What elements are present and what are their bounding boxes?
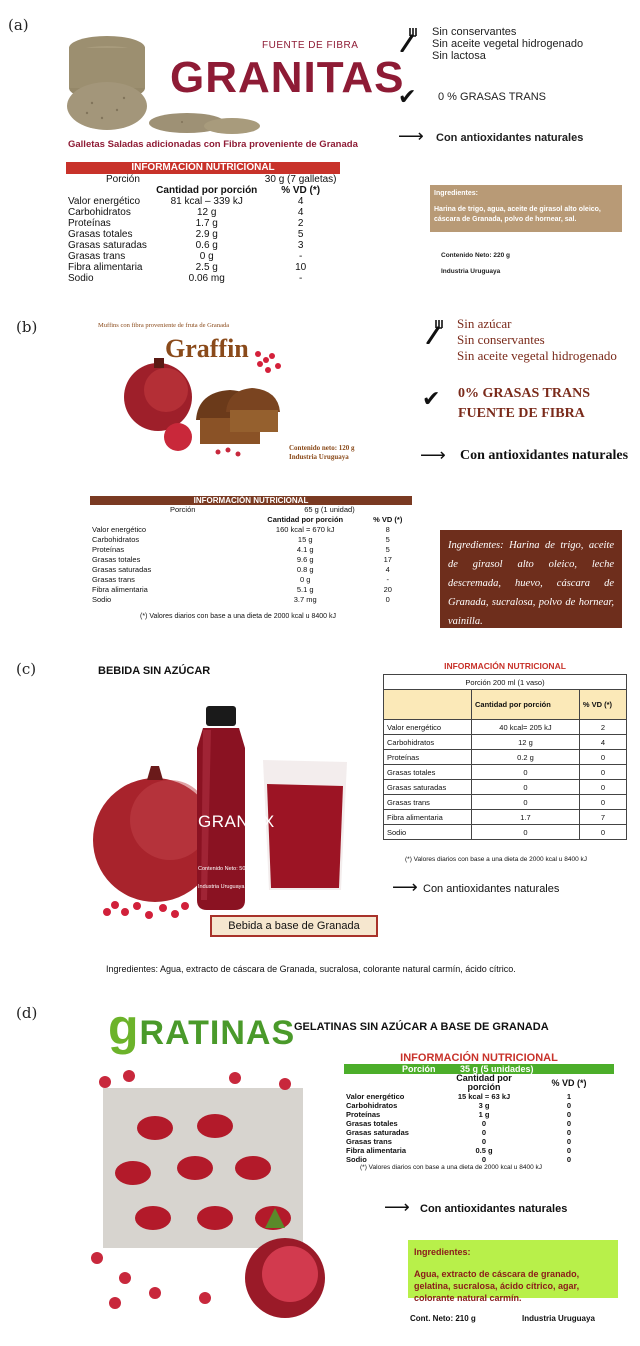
granitas-claims <box>432 26 583 62</box>
table-row: Fibra alimentaria 1.7 7 <box>384 810 627 825</box>
nutrition-title: INFORMACIÓN NUTRICIONAL <box>90 496 412 505</box>
table-row: Grasas totales 9.6 g 17 <box>92 555 392 564</box>
table-row: Fibra alimentaria 0.5 g 0 <box>346 1146 572 1155</box>
table-row: Grasas trans 0 g - <box>68 251 303 262</box>
portion-label: Porción <box>170 505 196 514</box>
table-row: Proteínas 1 g 0 <box>346 1110 572 1119</box>
claim-item: Sin conservantes <box>457 332 545 347</box>
ingredients-text: Harina de trigo, agua, aceite de girasol alto oleico, cáscara de Granada, polvo de hornear, sal. <box>434 206 601 223</box>
nutrition-title: INFORMACIÓN NUTRICIONAL <box>400 1052 558 1064</box>
table-row: Sodio 0.06 mg - <box>68 273 303 284</box>
granitas-brand: GRANITAS <box>170 53 405 102</box>
table-row: Grasas totales 0 0 <box>384 765 627 780</box>
table-row: Sodio 0 0 <box>384 825 627 840</box>
table-row: Carbohidratos 12 g 4 <box>68 207 304 218</box>
net-content-b: Contenido neto: 120 g <box>289 444 355 452</box>
ingredients-box-a <box>430 185 622 232</box>
industry-b: Industria Uruguaya <box>289 453 349 461</box>
bebida-label: Bebida a base de Granada <box>210 915 378 937</box>
nutrition-table-d <box>344 1052 614 1171</box>
industry-a: Industria Uruguaya <box>441 268 501 275</box>
footnote-d: (*) Valores diarios con base a una dieta de 2000 kcal u 8400 kJ <box>360 1164 542 1171</box>
net-content-a: Contenido Neto: 220 g <box>441 252 510 259</box>
portion-value: 65 g (1 unidad) <box>304 505 355 514</box>
col-vd: % VD (*) <box>281 185 321 196</box>
ingredients-c: Ingredientes: Agua, extracto de cáscara de Granada, sucralosa, colorante natural carmín, ácido cítrico. <box>106 964 516 974</box>
arrow-icon: ⟶ <box>420 445 446 465</box>
claim-antioxidantes: Con antioxidantes naturales <box>436 132 584 144</box>
table-row: Sodio 0 0 <box>346 1155 572 1164</box>
nutrition-title: INFORMACIÓN NUTRICIONAL <box>444 661 566 671</box>
panel-d-label: (d) <box>16 1004 38 1022</box>
table-row: Grasas trans 0 0 <box>346 1137 572 1146</box>
table-row: Proteínas 0.2 g 0 <box>384 750 627 765</box>
industry-c: Industria Uruguaya <box>198 884 245 890</box>
portion-label: Porción <box>106 174 140 185</box>
table-row: Grasas totales 2.9 g 5 <box>68 229 304 240</box>
claim-antioxidantes: Con antioxidantes naturales <box>420 1203 568 1215</box>
nutrition-table-a <box>66 162 340 284</box>
ingredients-box-b: Ingredientes: Harina de trigo, aceite de girasol alto oleico, leche descremada, huevo, cáscara de Granada, sucralosa, polvo de hornear, vainilla. <box>440 530 622 628</box>
net-content-d: Cont. Neto: 210 g <box>410 1314 476 1323</box>
panel-b-label: (b) <box>16 318 38 336</box>
portion-label: Porción <box>402 1064 436 1074</box>
col-vd: % VD (*) <box>373 515 403 524</box>
checkmark-icon: ✔ <box>398 84 417 109</box>
graffin-small-title: Muffins con fibra proveniente de fruta de Granada <box>98 322 230 329</box>
panel-c-label: (c) <box>16 660 37 678</box>
table-row: Valor energético 40 kcal= 205 kJ 2 <box>384 720 627 735</box>
graffin-brand: Graffin <box>165 334 249 363</box>
nutrition-table-c <box>383 661 627 863</box>
col-vd: % VD (*) <box>551 1077 587 1088</box>
graffin-claims <box>457 316 617 364</box>
ingredients-title: Ingredientes: <box>434 190 478 197</box>
col-cantidad: Cantidad por porción <box>472 690 580 720</box>
claim-item: Sin aceite vegetal hidrogenado <box>432 38 584 50</box>
gelatin-image <box>85 1068 343 1318</box>
ingredients-text: Agua, extracto de cáscara de granado, gelatina, sucralosa, ácido cítrico, agar, colorante natural carmín. <box>414 1269 580 1303</box>
table-row: Grasas trans 0 0 <box>384 795 627 810</box>
table-row: Valor energético 160 kcal = 670 kJ 8 <box>92 525 390 534</box>
fork-icon <box>398 26 420 52</box>
arrow-icon: ⟶ <box>398 126 424 146</box>
table-row: Carbohidratos 15 g 5 <box>92 535 390 544</box>
claim-item: 0% GRASAS TRANS <box>458 386 590 401</box>
table-row: Carbohidratos 12 g 4 <box>384 735 627 750</box>
portion-value: Porción 200 ml (1 vaso) <box>384 675 627 690</box>
nutrition-table-b <box>90 496 412 620</box>
claim-antioxidantes: Con antioxidantes naturales <box>423 883 560 895</box>
net-content-c: Contenido Neto: 500 ml <box>198 866 256 872</box>
claim-grasas-trans: 0 % GRASAS TRANS <box>438 91 546 103</box>
fuente-de-fibra: FUENTE DE FIBRA <box>262 40 359 51</box>
table-row: Grasas trans 0 g - <box>92 575 390 584</box>
claim-item: Sin azúcar <box>457 316 512 331</box>
claim-item: Sin aceite vegetal hidrogenado <box>457 348 617 363</box>
panel-a-label: (a) <box>8 16 29 34</box>
table-row: Proteínas 4.1 g 5 <box>92 545 390 554</box>
col-vd: % VD (*) <box>579 690 626 720</box>
industry-d: Industria Uruguaya <box>522 1314 595 1323</box>
claim-item: FUENTE DE FIBRA <box>458 406 585 421</box>
table-row: Grasas totales 0 0 <box>346 1119 572 1128</box>
col-cantidad: Cantidad por porción <box>156 185 258 196</box>
gratinas-rest: RATINAS <box>139 1014 296 1052</box>
graffin-check-claims <box>458 384 590 424</box>
table-row: Fibra alimentaria 2.5 g 10 <box>68 262 307 273</box>
table-row: Proteínas 1.7 g 2 <box>68 218 304 229</box>
ingredients-title: Ingredientes: <box>414 1247 471 1257</box>
granox-brand: GRANOX <box>198 812 275 831</box>
gratinas-heading: GELATINAS SIN AZÚCAR A BASE DE GRANADA <box>294 1021 549 1033</box>
gratinas-g: g <box>108 999 140 1055</box>
table-row: Grasas saturadas 0 0 <box>384 780 627 795</box>
claim-item: Sin lactosa <box>432 50 486 62</box>
claim-antioxidantes: Con antioxidantes naturales <box>460 448 629 463</box>
table-row: Carbohidratos 3 g 0 <box>346 1101 572 1110</box>
portion-value: 35 g (5 unidades) <box>460 1064 534 1074</box>
bebida-heading: BEBIDA SIN AZÚCAR <box>98 665 211 677</box>
table-row: Grasas saturadas 0.6 g 3 <box>68 240 304 251</box>
table-row: Valor energético 81 kcal – 339 kJ 4 <box>68 196 304 207</box>
nutrition-title: INFORMACIÓN NUTRICIONAL <box>66 162 340 174</box>
ingredients-box-d <box>408 1240 618 1303</box>
muffin-image <box>118 342 298 460</box>
claim-item: Sin conservantes <box>432 26 517 38</box>
col-cantidad: Cantidad por porción <box>456 1073 512 1092</box>
col-cantidad: Cantidad por porción <box>267 515 344 524</box>
arrow-icon: ⟶ <box>384 1197 410 1217</box>
checkmark-icon: ✔ <box>422 386 441 411</box>
footnote-b: (*) Valores diarios con base a una dieta de 2000 kcal u 8400 kJ <box>140 613 336 620</box>
table-row: Valor energético 15 kcal = 63 kJ 1 <box>346 1092 572 1101</box>
table-row: Grasas saturadas 0.8 g 4 <box>92 565 390 574</box>
table-row: Fibra alimentaria 5.1 g 20 <box>92 585 392 594</box>
portion-value: 30 g (7 galletas) <box>264 174 337 185</box>
footnote-c: (*) Valores diarios con base a una dieta de 2000 kcal u 8400 kJ <box>405 856 587 863</box>
granitas-subtitle: Galletas Saladas adicionadas con Fibra proveniente de Granada <box>68 139 358 150</box>
arrow-icon: ⟶ <box>392 877 418 897</box>
table-row: Grasas saturadas 0 0 <box>346 1128 572 1137</box>
fork-icon <box>424 318 446 344</box>
table-row: Sodio 3.7 mg 0 <box>92 595 390 604</box>
gratinas-brand <box>108 999 296 1055</box>
